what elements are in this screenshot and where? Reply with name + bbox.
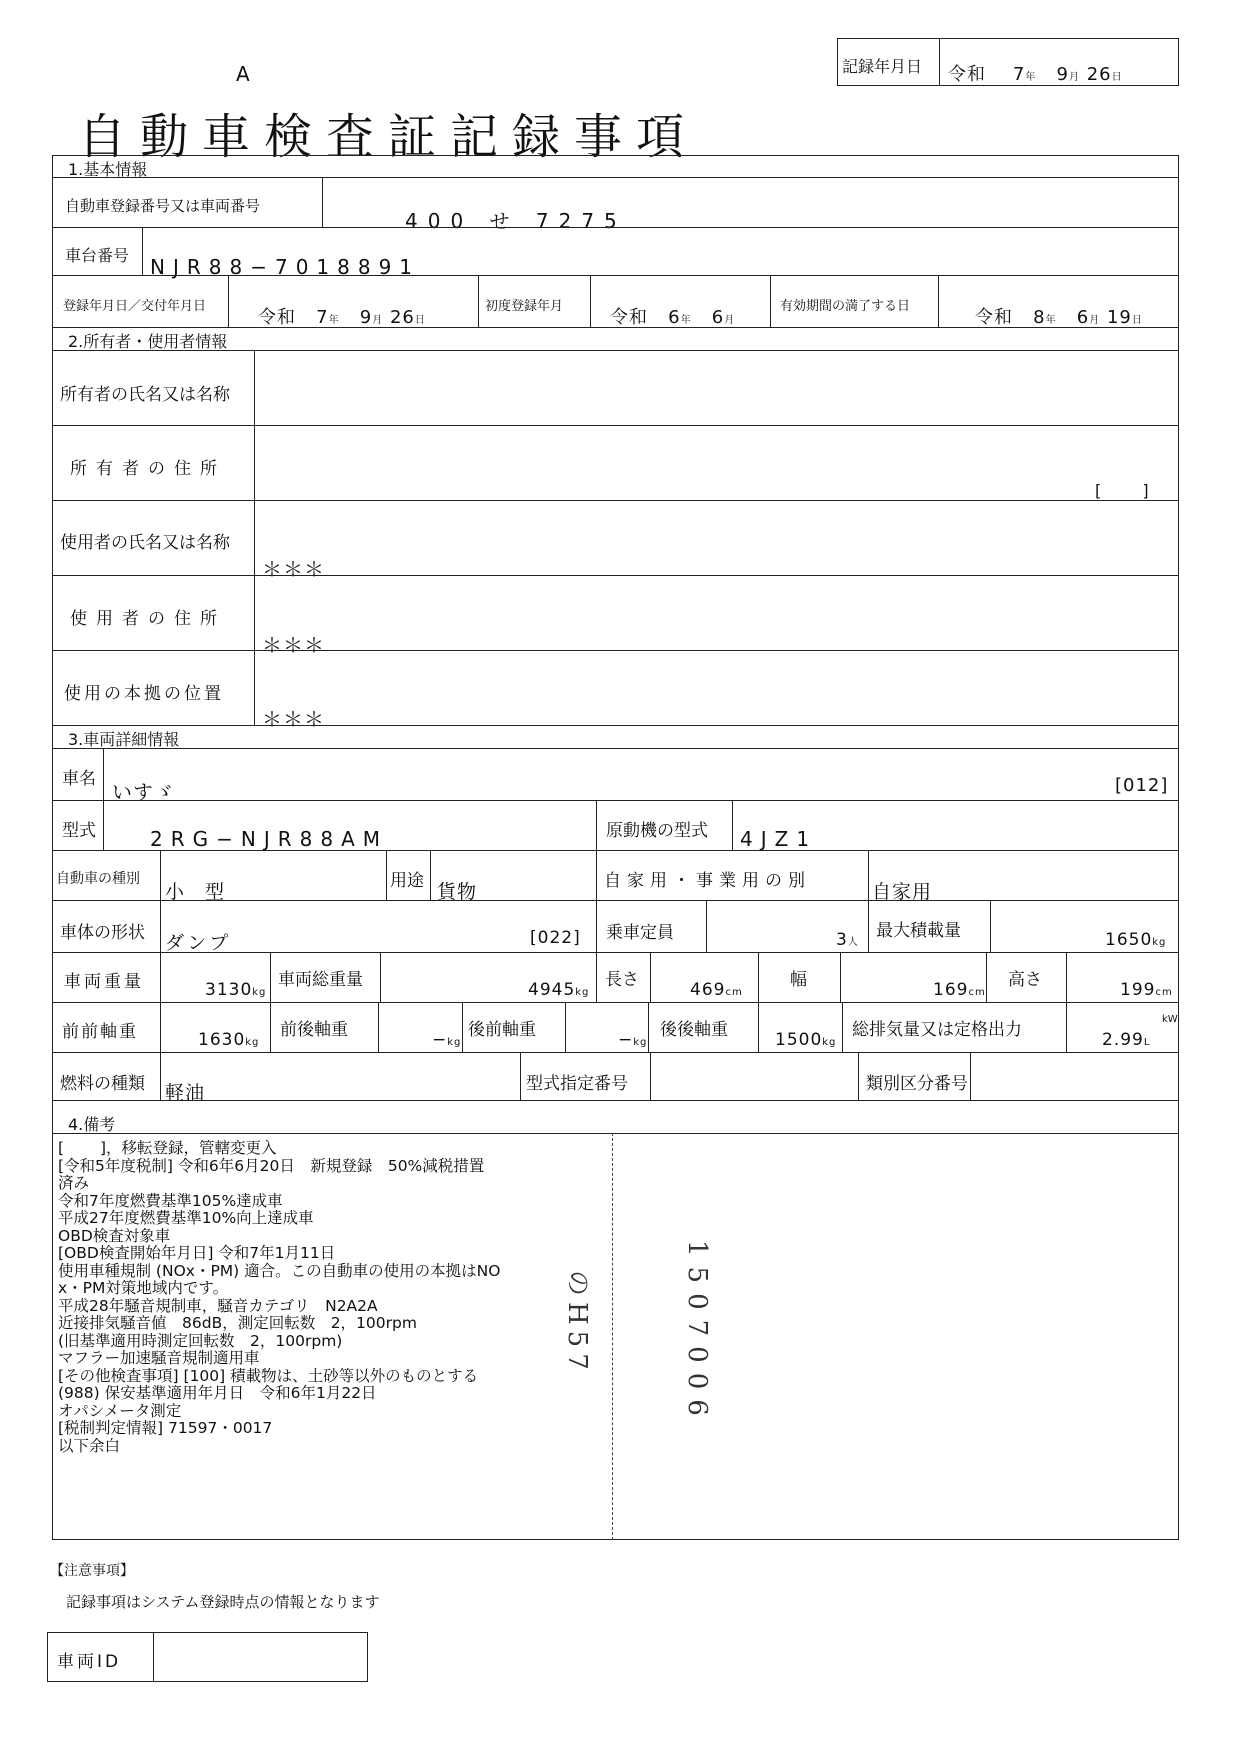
rear-front-axle-value: −kg	[618, 1030, 648, 1050]
rear-rear-axle-label: 後後軸重	[660, 1020, 728, 1040]
front-front-axle-label: 前前軸重	[62, 1022, 138, 1042]
user-name-value: ＊＊＊	[262, 557, 325, 581]
record-date-label: 記録年月日	[842, 57, 923, 76]
vehicle-name-label: 車名	[62, 769, 96, 789]
page-title: 自動車検査証記録事項	[78, 109, 699, 165]
expiry-label: 有効期間の満了する日	[780, 299, 911, 314]
model-value: 2RG−NJR88AM	[150, 827, 389, 851]
user-addr-value: ＊＊＊	[262, 633, 325, 657]
engine-value: 4JZ1	[740, 827, 818, 851]
fuel-value: 軽油	[165, 1082, 206, 1104]
remarks-text: [ ]，移転登録，管轄変更入 [令和5年度税制] 令和6年6月20日 新規登録 50%減税措置 済み 令和7年度燃費基準105%達成車 平成27年度燃費基準10%向上達成車 OBD検査対象車 [OBD検査開始年月日] 令和7年1月11日 使用車種規制 (NOx・PM) 適合。この自動車の使用の本拠はNO x・PM対策地域内です。 平成28年騒音規制車，騒音カテゴリ N2A2A 近接排気騒音値 86dB，測定回転数 2，100rpm (旧基準適用時測定回転数 2，100rpm) マフラー加速騒音規制適用車 [その他検査事項] [100] 積載物は、土砂等以外のものとする (988) 保安基準適用年月日 令和6年1月22日 オパシメータ測定 [税制判定情報] 71597・0017 以下余白	[58, 1139, 501, 1455]
front-rear-axle-label: 前後軸重	[280, 1020, 348, 1040]
issue-date-value: 令和 7年 9月 26日	[258, 307, 426, 328]
user-name-label: 使用者の氏名又は名称	[60, 533, 230, 553]
capacity-value: 3人	[836, 930, 859, 950]
type-designation-label: 型式指定番号	[526, 1074, 628, 1094]
notes-title: 【注意事項】	[50, 1563, 134, 1579]
rear-rear-axle-value: 1500kg	[775, 1030, 837, 1050]
use-label: 用途	[390, 871, 424, 891]
private-value: 自家用	[872, 881, 933, 903]
height-value: 199cm	[1120, 980, 1173, 1000]
fuel-label: 燃料の種類	[60, 1074, 145, 1094]
length-label: 長さ	[605, 970, 639, 990]
handwriting-right: 1507006	[682, 1240, 712, 1426]
section-remarks: 4.備考	[68, 1115, 116, 1134]
owner-addr-label: 所有者の住所	[70, 459, 226, 479]
width-value: 169cm	[933, 980, 986, 1000]
front-front-axle-value: 1630kg	[198, 1030, 260, 1050]
body-shape-code: [022]	[530, 928, 581, 948]
height-label: 高さ	[1008, 970, 1042, 990]
displacement-unit-kw: kW	[1162, 1014, 1178, 1025]
section-basic-info: 1.基本情報	[68, 160, 148, 179]
body-shape-value: ダンプ	[165, 932, 232, 954]
vehicle-id-label: 車両ID	[57, 1652, 122, 1672]
max-load-value: 1650kg	[1105, 930, 1167, 950]
private-label: 自家用・事業用の別	[604, 871, 811, 891]
vehicle-name-code: [012]	[1115, 775, 1169, 796]
section-owner-user: 2.所有者・使用者情報	[68, 332, 228, 351]
model-label: 型式	[62, 821, 96, 841]
rear-front-axle-label: 後前軸重	[468, 1020, 536, 1040]
vehicle-name-value: いすゞ	[112, 780, 175, 804]
displacement-value: 2.99L	[1102, 1030, 1151, 1050]
length-value: 469cm	[690, 980, 743, 1000]
gross-weight-value: 4945kg	[528, 980, 590, 1000]
engine-label: 原動機の型式	[606, 821, 708, 841]
reg-no-label: 自動車登録番号又は車両番号	[65, 197, 261, 215]
vehicle-weight-value: 3130kg	[205, 980, 267, 1000]
handwriting-left: のH57	[562, 1270, 592, 1376]
gross-weight-label: 車両総重量	[278, 970, 363, 990]
owner-addr-bracket: [ ]	[1095, 481, 1150, 500]
chassis-value: NJR88−7018891	[150, 255, 421, 279]
body-shape-label: 車体の形状	[60, 923, 145, 943]
form-mark: A	[236, 62, 250, 86]
max-load-label: 最大積載量	[876, 921, 961, 941]
class-number-label: 類別区分番号	[866, 1074, 968, 1094]
front-rear-axle-value: −kg	[432, 1030, 462, 1050]
user-addr-label: 使用者の住所	[70, 609, 226, 629]
displacement-label: 総排気量又は定格出力	[852, 1020, 1022, 1040]
owner-name-label: 所有者の氏名又は名称	[60, 385, 230, 405]
vehicle-kind-value: 小 型	[165, 881, 226, 903]
reg-no-value: 400 せ 7275	[405, 209, 627, 233]
vehicle-weight-label: 車両重量	[64, 972, 144, 992]
use-value: 貨物	[437, 881, 478, 903]
width-label: 幅	[790, 970, 807, 990]
issue-date-label: 登録年月日／交付年月日	[63, 299, 207, 314]
base-location-label: 使用の本拠の位置	[64, 684, 224, 704]
capacity-label: 乗車定員	[606, 923, 674, 943]
chassis-label: 車台番号	[65, 246, 130, 265]
first-reg-value: 令和 6年 6月	[610, 307, 736, 328]
notes-text: 記録事項はシステム登録時点の情報となります	[66, 1593, 380, 1611]
base-location-value: ＊＊＊	[262, 707, 325, 731]
section-vehicle-details: 3.車両詳細情報	[68, 730, 180, 749]
record-date-value: 令和 7年 9月 26日	[948, 64, 1123, 85]
expiry-value: 令和 8年 6月 19日	[975, 307, 1143, 328]
first-reg-label: 初度登録年月	[485, 299, 564, 314]
vehicle-kind-label: 自動車の種別	[56, 871, 140, 887]
